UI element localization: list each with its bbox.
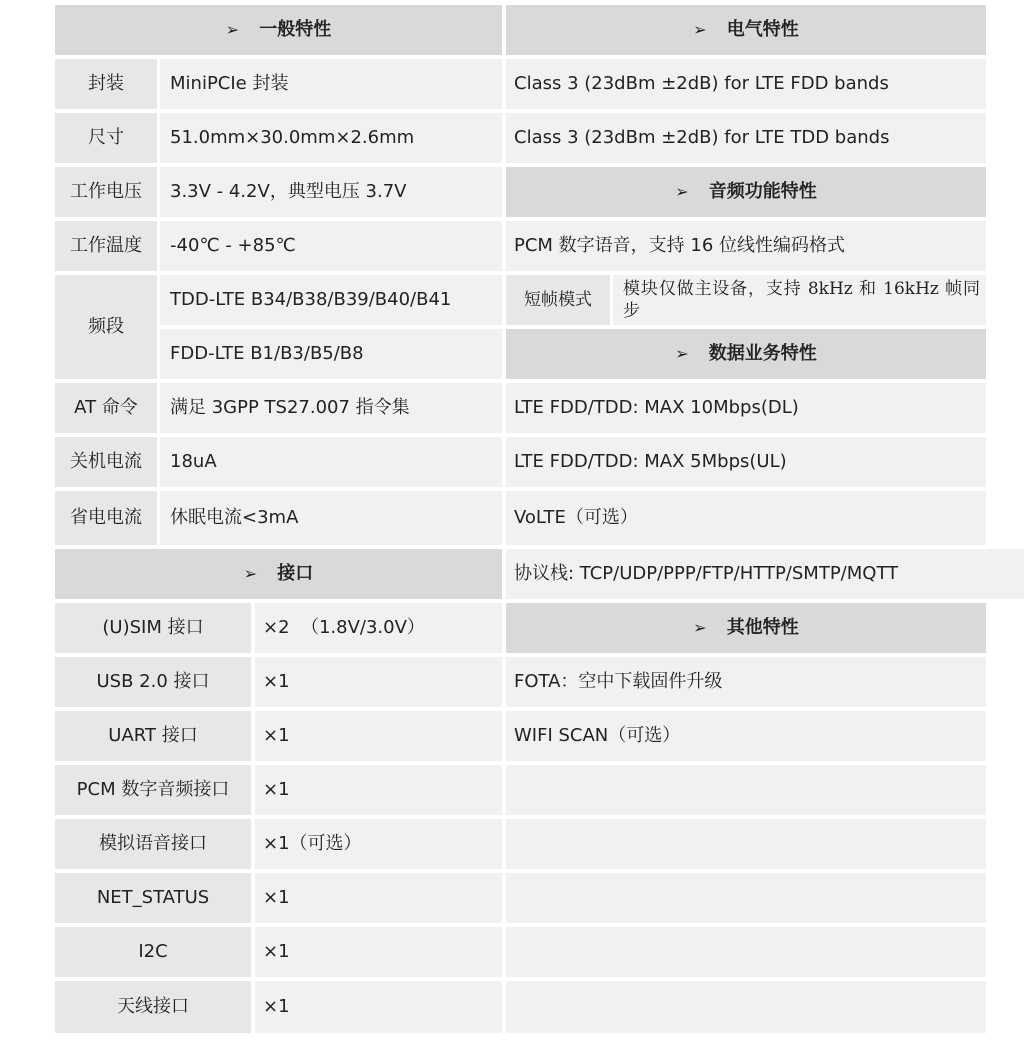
other-wifi-scan: WIFI SCAN（可选） bbox=[506, 711, 986, 761]
general-value-sleep-current: 休眠电流<3mA bbox=[160, 491, 502, 545]
general-value-package: MiniPCIe 封装 bbox=[160, 59, 502, 109]
interface-label-uart: UART 接口 bbox=[55, 711, 251, 761]
interface-label-antenna: 天线接口 bbox=[55, 981, 251, 1033]
data-dl: LTE FDD/TDD: MAX 10Mbps(DL) bbox=[506, 383, 986, 433]
interface-header-title: 接口 bbox=[277, 563, 314, 585]
electrical-fdd-power: Class 3 (23dBm ±2dB) for LTE FDD bands bbox=[506, 59, 986, 109]
audio-header bbox=[506, 167, 986, 217]
general-label-size: 尺寸 bbox=[55, 113, 157, 163]
empty-cell bbox=[506, 927, 986, 977]
general-value-off-current: 18uA bbox=[160, 437, 502, 487]
data-volte: VoLTE（可选） bbox=[506, 491, 986, 545]
general-label-voltage: 工作电压 bbox=[55, 167, 157, 217]
other-header-title: 其他特性 bbox=[726, 617, 799, 639]
arrow-icon: ➢ bbox=[675, 344, 689, 364]
empty-cell bbox=[506, 819, 986, 869]
general-label-package: 封装 bbox=[55, 59, 157, 109]
electrical-header-title: 电气特性 bbox=[726, 19, 799, 41]
general-value-size: 51.0mm×30.0mm×2.6mm bbox=[160, 113, 502, 163]
other-header bbox=[506, 603, 986, 653]
general-label-temperature: 工作温度 bbox=[55, 221, 157, 271]
interface-value-uart: ×1 bbox=[255, 711, 502, 761]
general-label-at: AT 命令 bbox=[55, 383, 157, 433]
arrow-icon: ➢ bbox=[675, 182, 689, 202]
empty-cell bbox=[506, 765, 986, 815]
interface-label-i2c: I2C bbox=[55, 927, 251, 977]
interface-label-usb: USB 2.0 接口 bbox=[55, 657, 251, 707]
other-fota: FOTA：空中下载固件升级 bbox=[506, 657, 986, 707]
empty-cell bbox=[506, 981, 986, 1033]
interface-value-usim: ×2 （1.8V/3.0V） bbox=[255, 603, 502, 653]
arrow-icon: ➢ bbox=[243, 564, 258, 584]
interface-header bbox=[55, 549, 502, 599]
arrow-icon: ➢ bbox=[693, 618, 707, 638]
data-ul: LTE FDD/TDD: MAX 5Mbps(UL) bbox=[506, 437, 986, 487]
interface-value-antenna: ×1 bbox=[255, 981, 502, 1033]
general-header bbox=[55, 5, 502, 55]
data-header bbox=[506, 329, 986, 379]
arrow-icon: ➢ bbox=[693, 20, 707, 40]
interface-value-analog-audio: ×1（可选） bbox=[255, 819, 502, 869]
audio-short-frame-value: 模块仅做主设备，支持 8kHz 和 16kHz 帧同步 bbox=[613, 275, 986, 325]
general-value-voltage: 3.3V - 4.2V，典型电压 3.7V bbox=[160, 167, 502, 217]
interface-label-pcm: PCM 数字音频接口 bbox=[55, 765, 251, 815]
audio-header-title: 音频功能特性 bbox=[708, 181, 817, 203]
arrow-icon: ➢ bbox=[225, 20, 240, 40]
interface-label-analog-audio: 模拟语音接口 bbox=[55, 819, 251, 869]
general-label-band: 频段 bbox=[55, 275, 157, 379]
audio-pcm: PCM 数字语音，支持 16 位线性编码格式 bbox=[506, 221, 986, 271]
interface-value-i2c: ×1 bbox=[255, 927, 502, 977]
general-label-off-current: 关机电流 bbox=[55, 437, 157, 487]
empty-cell bbox=[506, 873, 986, 923]
general-value-at: 满足 3GPP TS27.007 指令集 bbox=[160, 383, 502, 433]
audio-short-frame-label: 短帧模式 bbox=[506, 275, 610, 325]
interface-value-usb: ×1 bbox=[255, 657, 502, 707]
electrical-tdd-power: Class 3 (23dBm ±2dB) for LTE TDD bands bbox=[506, 113, 986, 163]
data-header-title: 数据业务特性 bbox=[708, 343, 817, 365]
electrical-header bbox=[506, 5, 986, 55]
interface-value-pcm: ×1 bbox=[255, 765, 502, 815]
data-protocol-stack: 协议栈: TCP/UDP/PPP/FTP/HTTP/SMTP/MQTT bbox=[506, 549, 1024, 599]
interface-label-net-status: NET_STATUS bbox=[55, 873, 251, 923]
general-value-band-fdd: FDD-LTE B1/B3/B5/B8 bbox=[160, 329, 502, 379]
general-label-sleep-current: 省电电流 bbox=[55, 491, 157, 545]
general-value-band-tdd: TDD-LTE B34/B38/B39/B40/B41 bbox=[160, 275, 502, 325]
general-header-title: 一般特性 bbox=[259, 19, 332, 41]
general-value-temperature: -40℃ - +85℃ bbox=[160, 221, 502, 271]
interface-label-usim: (U)SIM 接口 bbox=[55, 603, 251, 653]
interface-value-net-status: ×1 bbox=[255, 873, 502, 923]
